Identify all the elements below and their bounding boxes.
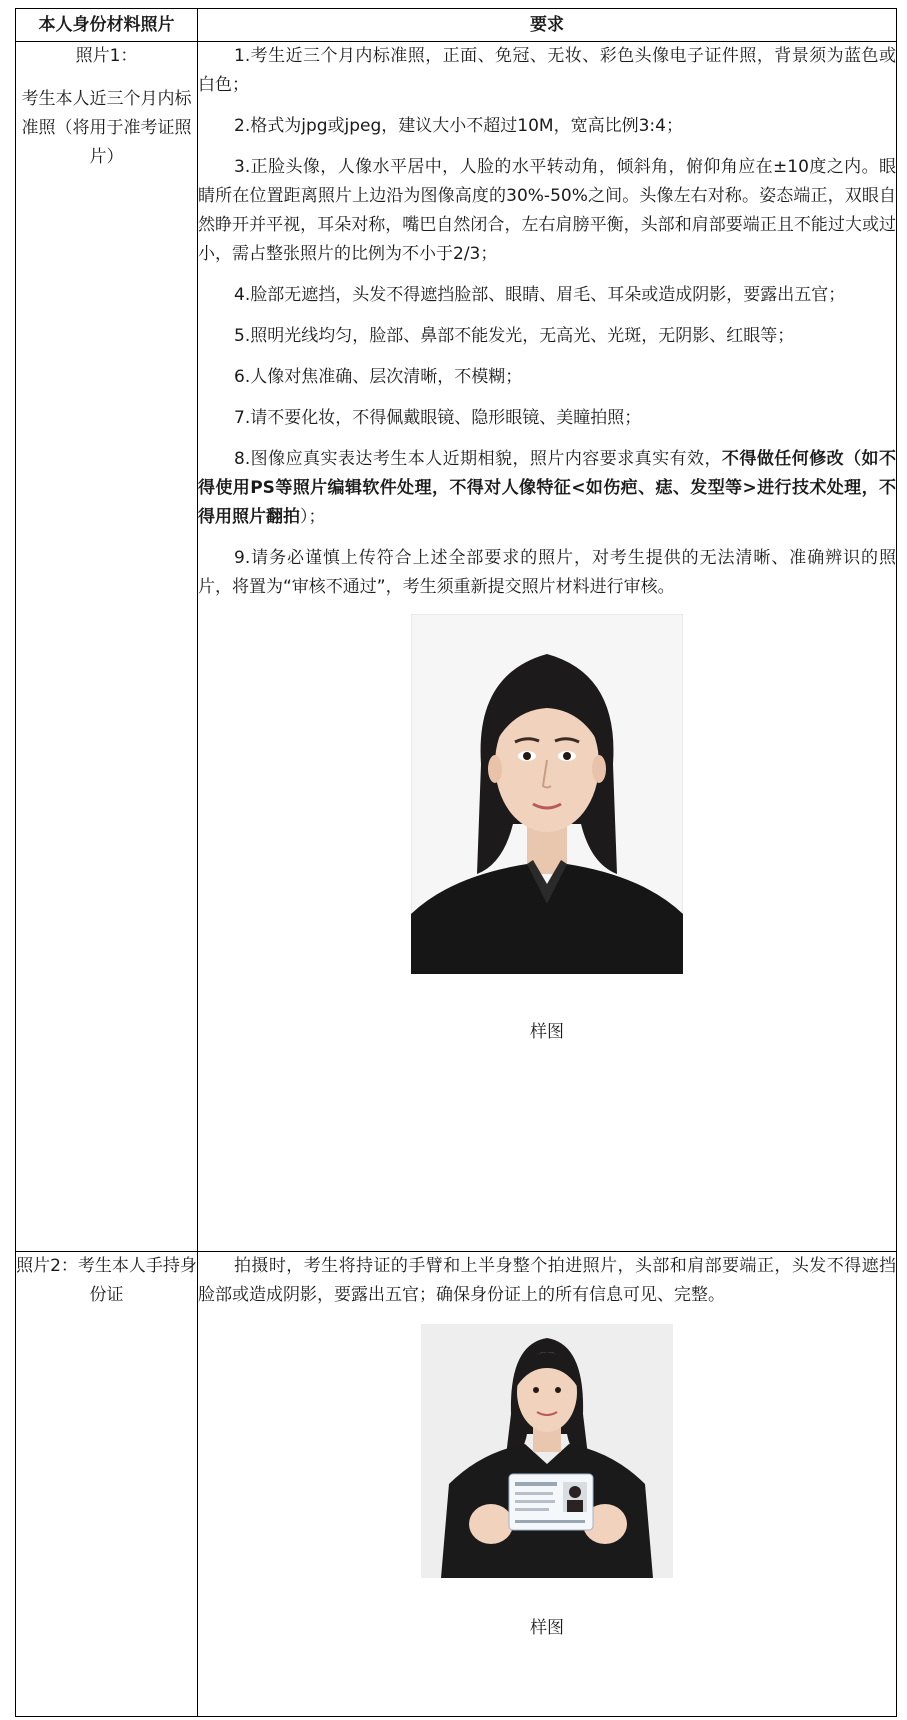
photo1-requirements-cell bbox=[198, 42, 897, 1252]
photo2-requirements-cell bbox=[198, 1252, 897, 1717]
photo2-requirement: 拍摄时，考生将持证的手臂和上半身整个拍进照片，头部和肩部要端正，头发不得遮挡脸部或造成阴影，要露出五官；确保身份证上的所有信息可见、完整。 bbox=[198, 1256, 896, 1305]
col-header-requirements: 要求 bbox=[198, 9, 897, 42]
requirement-item-2: 2.格式为jpg或jpeg，建议大小不超过10M，宽高比例3:4； bbox=[234, 116, 683, 136]
requirement-item-9: 9.请务必谨慎上传符合上述全部要求的照片，对考生提供的无法清晰、准确辨识的照片，将置为“审核不通过”，考生须重新提交照片材料进行审核。 bbox=[198, 548, 896, 597]
col-header-materials: 本人身份材料照片 bbox=[16, 9, 198, 42]
requirement-item-4: 4.脸部无遮挡，头发不得遮挡脸部、眼睛、眉毛、耳朵或造成阴影，要露出五官； bbox=[234, 285, 846, 305]
requirement-item-3: 3.正脸头像，人像水平居中，人脸的水平转动角，倾斜角，俯仰角应在±10度之内。眼睛所在位置距离照片上边沿为图像高度的30%-50%之间。头像左右对称。姿态端正，双眼自然睁开并平视，耳朵对称，嘴巴自然闭合，左右肩膀平衡，头部和肩部要端正且不能过大或过小，需占整张照片的比例为不小于2/3； bbox=[198, 157, 896, 264]
requirement-8-text: 8.图像应真实表达考生本人近期相貌，照片内容要求真实有效， bbox=[234, 449, 722, 469]
requirement-8-bold: 不得做任何修改（如不得使用PS等照片编辑软件处理，不得对人像特征<如伤疤、痣、发型等>进行技术处理，不得用照片翻拍 bbox=[198, 449, 897, 527]
photo1-label-title: 照片1： bbox=[75, 46, 138, 66]
sample-caption-1: 样图 bbox=[530, 1022, 564, 1042]
requirement-item-6: 6.人像对焦准确、层次清晰，不模糊； bbox=[234, 367, 523, 387]
sample-id-holding-photo bbox=[421, 1324, 673, 1578]
table-row-photo1 bbox=[16, 42, 897, 1252]
photo1-label-cell bbox=[16, 42, 198, 1252]
table-row-photo2 bbox=[16, 1252, 897, 1717]
requirement-item-1: 1.考生近三个月内标准照，正面、免冠、无妆、彩色头像电子证件照，背景须为蓝色或白色； bbox=[198, 46, 896, 95]
requirement-item-7: 7.请不要化妆，不得佩戴眼镜、隐形眼镜、美瞳拍照； bbox=[234, 408, 642, 428]
sample-portrait-photo bbox=[411, 614, 683, 974]
requirement-8-tail: ）； bbox=[300, 507, 326, 527]
sample-caption-2: 样图 bbox=[530, 1618, 564, 1638]
photo2-label: 照片2：考生本人手持身份证 bbox=[16, 1256, 197, 1305]
requirements-table bbox=[15, 8, 897, 1717]
table-header-row bbox=[16, 9, 897, 42]
photo1-label-desc: 考生本人近三个月内标准照（将用于准考证照片） bbox=[21, 89, 192, 167]
photo2-label-cell bbox=[16, 1252, 198, 1717]
requirement-item-5: 5.照明光线均匀，脸部、鼻部不能发光，无高光、光斑，无阴影、红眼等； bbox=[234, 326, 795, 346]
sample-photo-1-wrap bbox=[198, 614, 896, 1047]
sample-photo-2-wrap bbox=[198, 1324, 896, 1643]
requirement-item-8 bbox=[198, 445, 896, 532]
